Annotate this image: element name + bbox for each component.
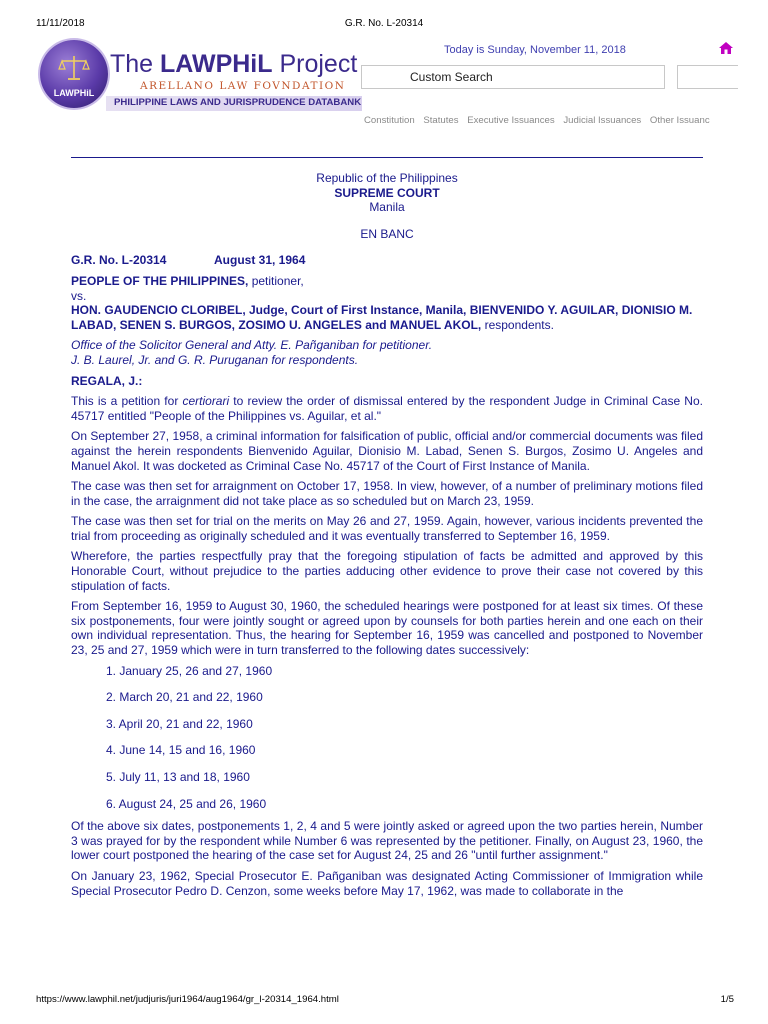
court-heading [71,171,703,241]
gr-number: G.R. No. L-20314 [71,253,167,268]
paragraph-4: The case was then set for trial on the merits on May 26 and 27, 1959. Again, however, various incidents prevented the trial from proceeding as originally scheduled and it was eventually transferred to September 16, 1959. [71,514,703,543]
p1-text-b: to review the order of dismissal entered by the respondent Judge in Criminal Case No. 45717 entitled "People of the Philippines vs. Aguilar, et al." [71,394,703,423]
list-item: 6. August 24, 25 and 26, 1960 [106,796,267,811]
site-title-suffix: Project [272,50,358,78]
list-item: 4. June 14, 15 and 16, 1960 [106,743,256,758]
parties [71,274,703,332]
list-item: 5. July 11, 13 and 18, 1960 [106,770,250,784]
decision-date: August 31, 1964 [214,253,306,268]
page-number: 1/5 [720,994,734,1005]
paragraph-7: Of the above six dates, postponements 1, 2, 4 and 5 were jointly asked or agreed upon the two parties herein, Number 3 was prayed for by the respondent while Number 6 was represented by the petitioner. Finally, on August 23, 1960, the lower court postponed the hearing of the case set for August 24, 25 and 26 "until further assignment." [71,819,703,863]
list-item: 1. January 25, 26 and 27, 1960 [106,663,273,678]
paragraph-6: From September 16, 1959 to August 30, 1960, the scheduled hearings were postponed for at least six times. Of these six postponements, four were jointly sought or agreed upon by counsels for both parties herein and one each on their own individual representation. Thus, the hearing for September 16, 1959 was cancelled and postponed to November 23, 25 and 27, 1959 which were in turn transferred to the following dates successively: [71,599,703,658]
nav-executive-issuances[interactable]: Executive Issuances [467,115,555,126]
decision-document [71,171,703,898]
case-number-row [71,253,703,268]
counsel-petitioner: Office of the Solicitor General and Atty. E. Pañganiban for petitioner. [71,338,433,353]
postponement-dates-list [71,664,703,812]
counsel-respondents: J. B. Laurel, Jr. and G. R. Puruganan for respondents. [71,352,359,367]
nav-statutes[interactable]: Statutes [423,115,459,126]
today-date: Today is Sunday, November 11, 2018 [444,44,626,56]
court-city: Manila [369,200,405,215]
print-date: 11/11/2018 [36,18,85,29]
ponente: REGALA, J.: [71,373,143,388]
site-header [36,36,732,146]
respondents-names: HON. GAUDENCIO CLORIBEL, Judge, Court of First Instance, Manila, BIENVENIDO Y. AGUILAR, DIONISIO M. LABAD, SENEN S. BURGOS, ZOSIMO U. ANGELES and MANUEL AKOL, [71,303,693,332]
paragraph-5: Wherefore, the parties respectfully pray that the foregoing stipulation of facts be admitted and approved by this Honorable Court, without prejudice to the parties adducing other evidence to prove their case not covered by this stipulation of facts. [71,549,703,593]
division: EN BANC [360,226,414,241]
petitioner-role: petitioner, [248,273,304,288]
tagline-bar [106,96,362,111]
site-title-prefix: The [110,50,161,78]
logo-text: LAWPHiL [53,88,95,98]
nav-constitution[interactable]: Constitution [364,115,415,126]
list-item: 3. April 20, 21 and 22, 1960 [106,716,253,731]
site-title-brand: LAWPHiL [160,50,273,78]
scales-of-justice-icon [58,54,90,82]
republic-line: Republic of the Philippines [316,171,458,185]
site-subtitle: ARELLANO LAW FOVNDATION [140,80,346,92]
print-title: G.R. No. L-20314 [344,18,424,29]
nav-judicial-issuances[interactable]: Judicial Issuances [563,115,642,126]
print-footer [0,994,768,1008]
list-item: 2. March 20, 21 and 22, 1960 [106,690,263,705]
lawphil-logo[interactable] [40,40,108,108]
search-input[interactable] [361,65,665,89]
p1-text-a: This is a petition for [71,394,183,409]
search-placeholder: Custom Search [410,70,493,84]
site-tagline: PHILIPPINE LAWS AND JURISPRUDENCE DATABANK [114,97,362,108]
site-title[interactable] [110,50,357,79]
versus: vs. [71,288,87,303]
home-icon[interactable] [718,40,734,56]
court-name: SUPREME COURT [334,185,440,200]
counsel [71,338,703,367]
p1-emphasis: certiorari [182,394,230,409]
print-header [0,18,768,32]
page-url[interactable]: https://www.lawphil.net/judjuris/juri1964/aug1964/gr_l-20314_1964.html [36,994,339,1005]
paragraph-1 [71,394,703,423]
search-button[interactable] [677,65,738,89]
paragraph-2: On September 27, 1958, a criminal information for falsification of public, official and/or commercial documents was filed against the herein respondents Bienvenido Aguilar, Dionisio M. Labad, Senen S. Burgos, Zosimo U. Angeles and Manuel Akol. It was docketed as Criminal Case No. 45717 of the Court of First Instance of Manila. [71,429,703,473]
paragraph-8: On January 23, 1962, Special Prosecutor E. Pañganiban was designated Acting Commissioner of Immigration while Special Prosecutor Pedro D. Cenzon, some weeks before May 17, 1962, was made to collaborate in the [71,868,703,898]
respondents-role: respondents. [481,317,554,332]
site-nav [364,115,732,126]
petitioner-name: PEOPLE OF THE PHILIPPINES, [71,273,249,288]
header-divider [71,157,703,158]
paragraph-3: The case was then set for arraignment on October 17, 1958. In view, however, of a number of preliminary motions filed in the case, the arraignment did not take place as so scheduled but on March 23, 1959. [71,479,703,508]
nav-other-issuances[interactable]: Other Issuanc [649,115,710,126]
